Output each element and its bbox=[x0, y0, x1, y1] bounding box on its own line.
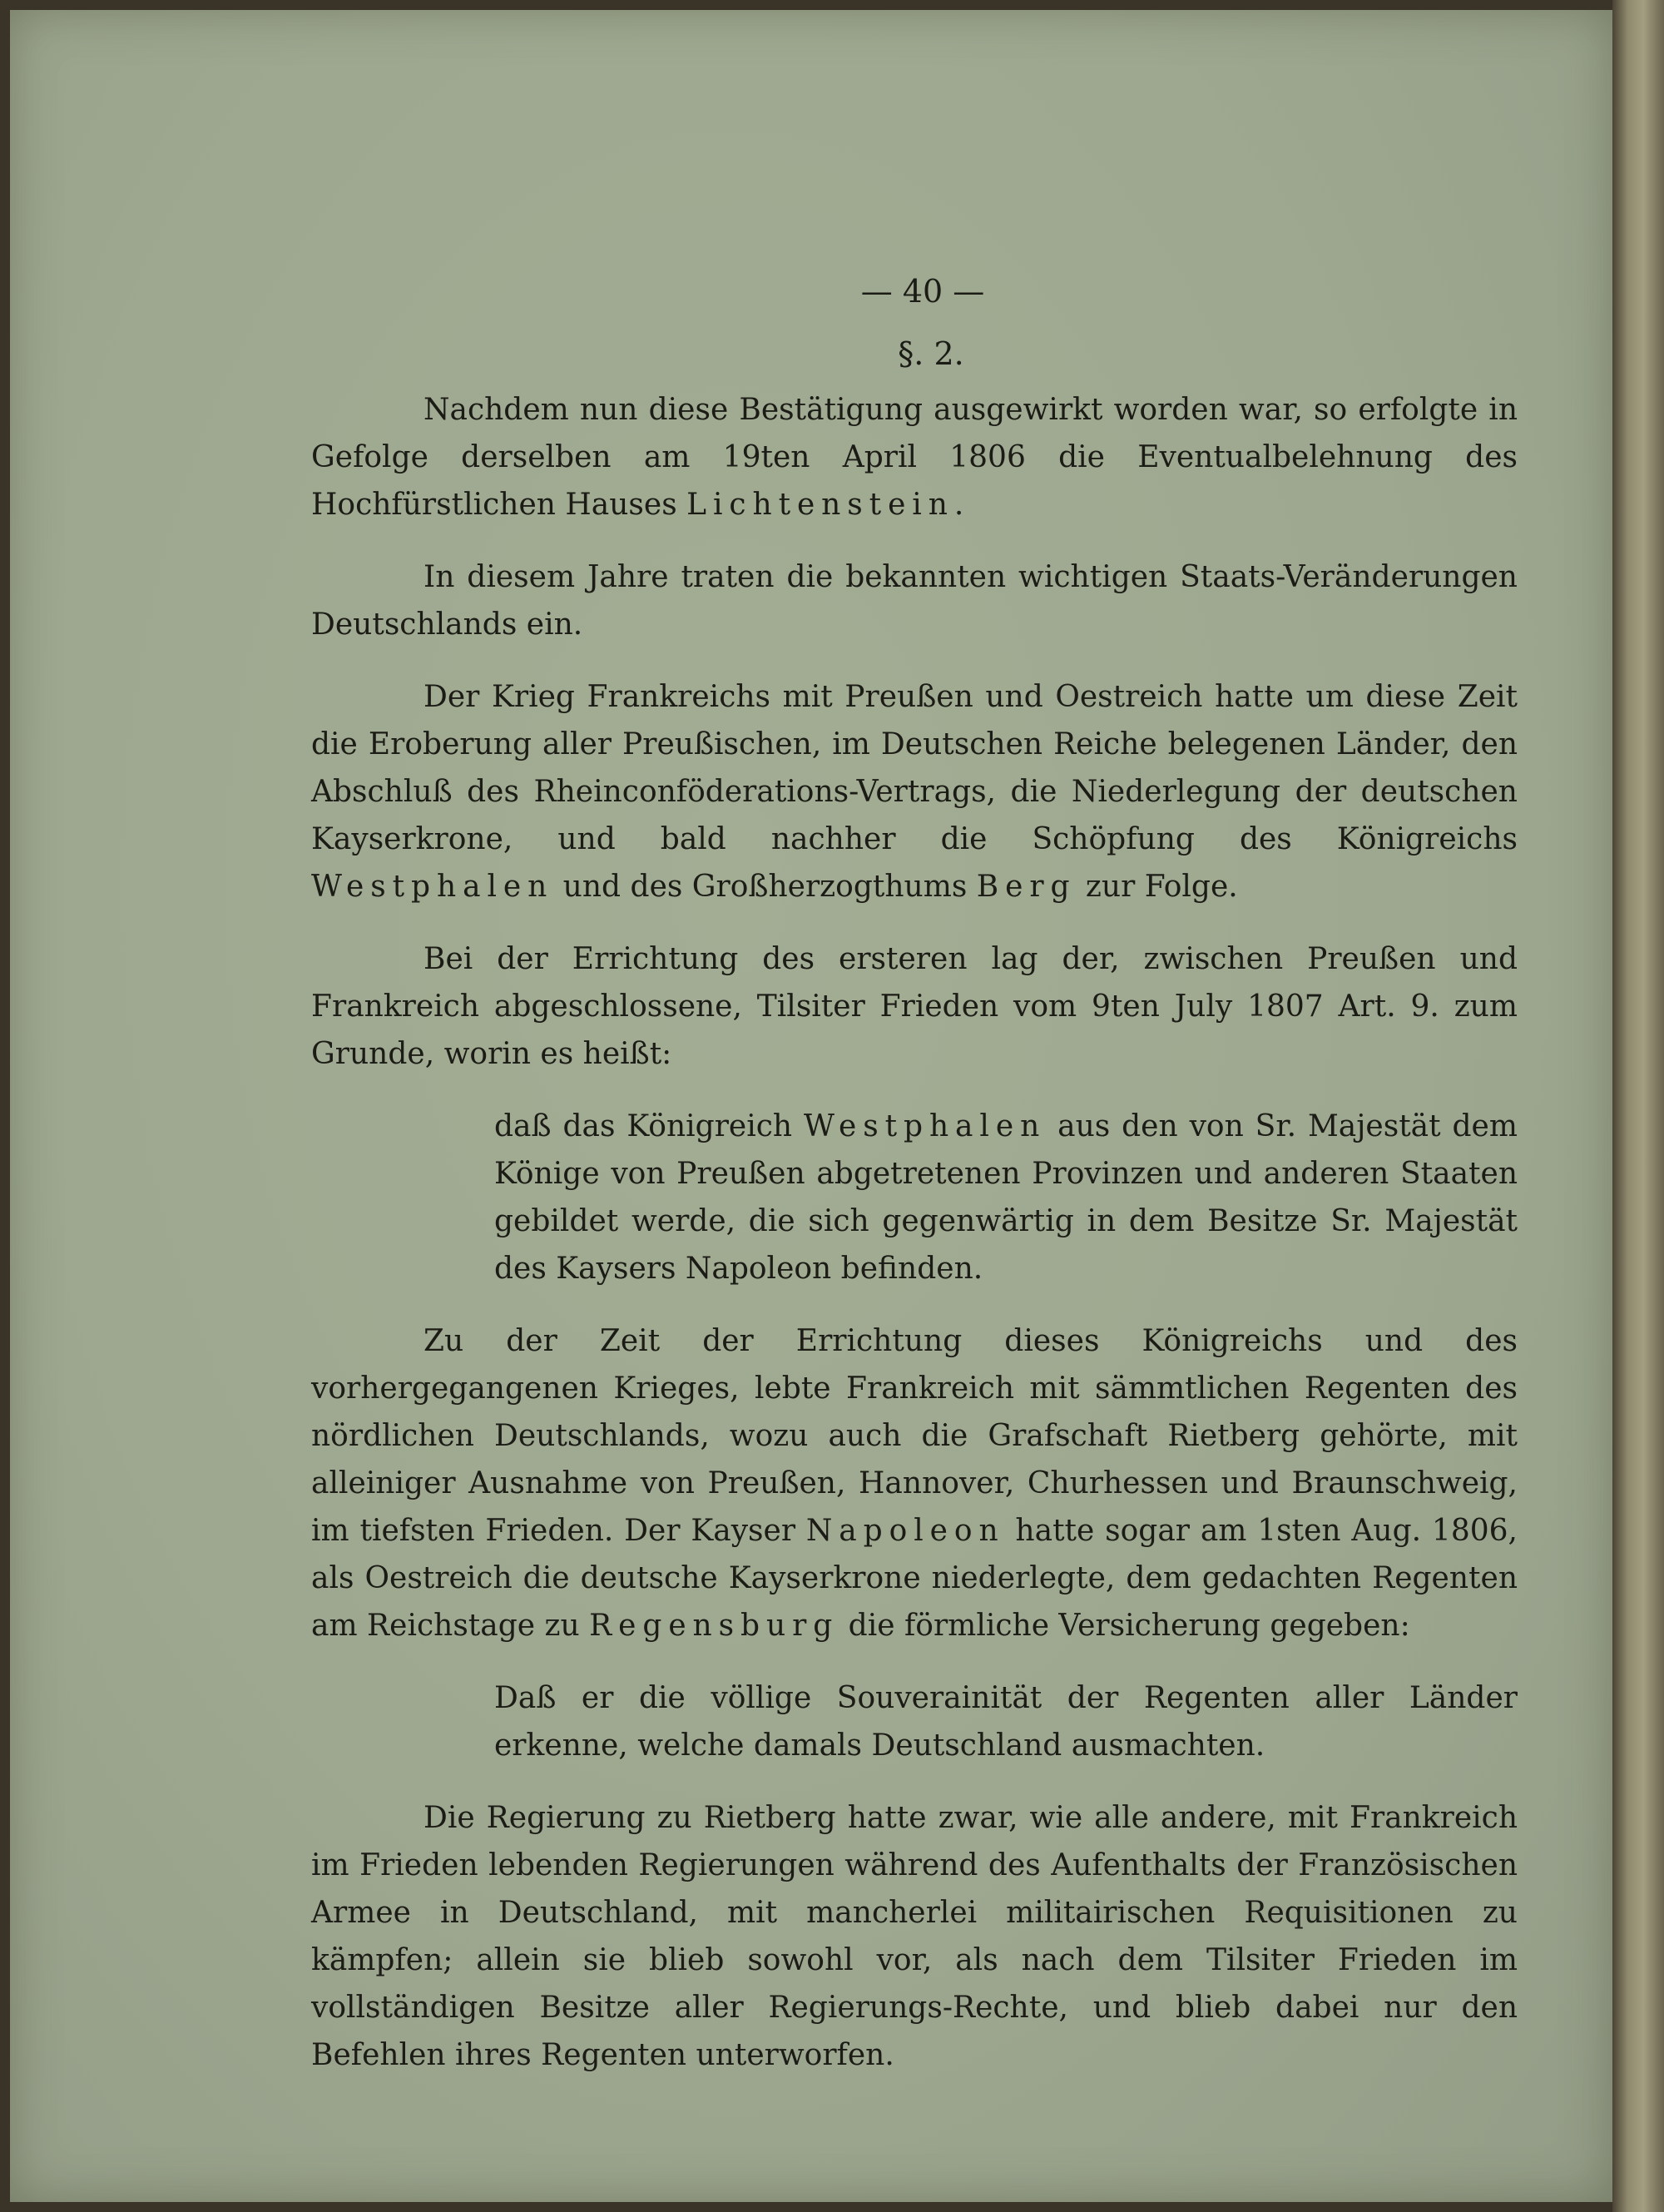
book-edge bbox=[1612, 0, 1664, 2212]
paragraph-2: In diesem Jahre traten die bekannten wichtigen Staats-Veränderungen Deutschlands ein. bbox=[311, 560, 1518, 642]
quote-tilsit-text-b: aus den von Sr. Majestät dem Könige von Preußen abgetretenen Provinzen und anderen Staaten gebildet werde, die sich gegenwärtig in dem Besitze Sr. Majestät des Kaysers Napoleon befinden. bbox=[494, 1109, 1518, 1286]
paragraph-4: Bei der Errichtung des ersteren lag der, zwischen Preußen und Frankreich abgeschlossene, Tilsiter Frieden vom 9ten July 1807 Art. 9. zum Grunde, worin es heißt: bbox=[311, 942, 1518, 1071]
name-lichtenstein: Lichtenstein bbox=[686, 488, 954, 522]
paragraph-1-text-a: Nachdem nun diese Bestätigung ausgewirkt worden war, so erfolgte in Gefolge derselben am 19ten April 1806 die Eventualbelehnung des Hochfürstlichen Hauses bbox=[311, 393, 1518, 522]
paragraph-1-text-b: . bbox=[953, 488, 964, 522]
name-berg: Berg bbox=[976, 870, 1077, 904]
paragraph-3-text-a: Der Krieg Frankreichs mit Preußen und Oestreich hatte um diese Zeit die Eroberung aller Preußischen, im Deutschen Reiche belegenen Länder, den Abschluß des Rheinconföderations-Vertrags, die Niederlegung der deutschen Kayserkrone, und bald nachher die Schöpfung des Königreichs bbox=[311, 680, 1518, 856]
page-content bbox=[311, 268, 1518, 2104]
paragraph-1 bbox=[311, 386, 1518, 528]
section-title: §. 2. bbox=[898, 335, 964, 372]
page-number: — 40 — bbox=[860, 273, 985, 310]
paragraph-5-text-c: die förmliche Versicherung gegeben: bbox=[839, 1609, 1410, 1643]
paragraph-5-text-b: hatte sogar am 1sten Aug. 1806, als Oestreich die deutsche Kayserkrone niederlegte, dem gedachten Regenten am Reichstage zu bbox=[311, 1514, 1518, 1643]
paragraph-6: Die Regierung zu Rietberg hatte zwar, wie alle andere, mit Frankreich im Frieden lebenden Regierungen während des Aufenthalts der Französischen Armee in Deutschland, mit mancherlei militairischen Requisitionen zu kämpfen; allein sie blieb sowohl vor, als nach dem Tilsiter Frieden im vollständigen Besitze aller Regierungs-Rechte, und blieb dabei nur den Befehlen ihres Regenten unterworfen. bbox=[311, 1801, 1518, 2072]
paragraph-3-text-b: und des Großherzogthums bbox=[553, 870, 977, 904]
paragraph-3 bbox=[311, 673, 1518, 910]
name-regensburg: Regensburg bbox=[589, 1609, 839, 1643]
quote-tilsit bbox=[494, 1103, 1518, 1292]
paragraph-3-text-c: zur Folge. bbox=[1076, 870, 1238, 904]
paragraph-5-text-a: Zu der Zeit der Errichtung dieses Königreichs und des vorhergegangenen Krieges, lebte Frankreich mit sämmtlichen Regenten des nördlichen Deutschlands, wozu auch die Grafschaft Rietberg gehörte, mit alleiniger Ausnahme von Preußen, Hannover, Churhessen und Braunschweig, im tiefsten Frieden. Der Kayser bbox=[311, 1324, 1518, 1548]
paragraph-5 bbox=[311, 1317, 1518, 1649]
name-napoleon: Napoleon bbox=[805, 1514, 1005, 1548]
name-westphalen: Westphalen bbox=[311, 870, 554, 904]
paper-sheet bbox=[10, 10, 1612, 2202]
quote-tilsit-text-a: daß das Königreich bbox=[494, 1109, 804, 1143]
quote-souverainitaet: Daß er die völlige Souverainität der Regenten aller Länder erkenne, welche damals Deutschland ausmachten. bbox=[494, 1681, 1518, 1763]
name-westphalen-quote: Westphalen bbox=[803, 1109, 1047, 1143]
